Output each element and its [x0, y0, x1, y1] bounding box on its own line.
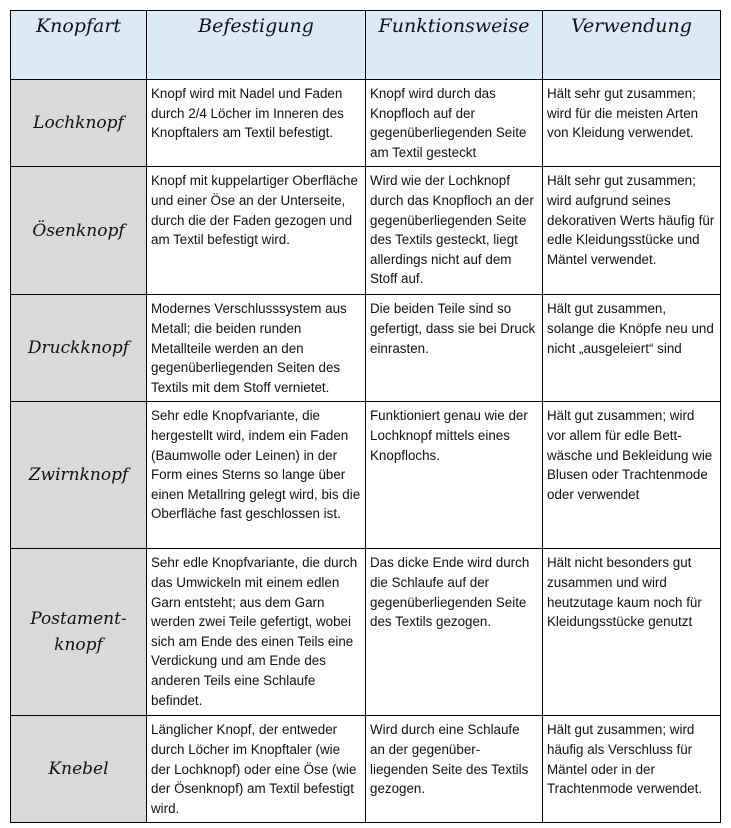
funktionsweise-cell: Wird wie der Lochknopf durch das Knopfloch an der gegenüberliegenden Seite des Textils gesteckt, liegt allerdings nicht auf dem Stoff auf.: [366, 167, 543, 295]
table-row: [11, 549, 721, 716]
funktionsweise-cell: Wird durch eine Schlaufe an der gegenüber-liegenden Seite des Textils gezogen.: [366, 716, 543, 823]
befestigung-cell: Länglicher Knopf, der entweder durch Löcher im Knopftaler (wie der Lochknopf) oder eine Öse (wie der Ösenknopf) am Textil befestigt wird.: [147, 716, 366, 823]
header-row: [11, 11, 721, 80]
verwendung-cell: Hält gut zusammen; wird häufig als Verschluss für Mäntel oder in der Trachtenmode verwendet.: [543, 716, 721, 823]
row-type-label: Knebel: [11, 716, 147, 823]
header-befestigung: Befestigung: [147, 11, 366, 80]
table-row: [11, 80, 721, 167]
verwendung-cell: Hält sehr gut zusammen; wird für die meisten Arten von Kleidung verwendet.: [543, 80, 721, 167]
header-knopfart: Knopfart: [11, 11, 147, 80]
befestigung-cell: Knopf wird mit Nadel und Faden durch 2/4 Löcher im Inneren des Knopftalers am Textil befestigt.: [147, 80, 366, 167]
verwendung-cell: Hält gut zusammen, solange die Knöpfe neu und nicht „ausgeleiert“ sind: [543, 295, 721, 402]
header-verwendung: Verwendung: [543, 11, 721, 80]
table-row: [11, 402, 721, 549]
verwendung-cell: Hält gut zusammen; wird vor allem für edle Bett-wäsche und Bekleidung wie Blusen oder Trachtenmode oder verwendet: [543, 402, 721, 549]
table-row: [11, 167, 721, 295]
verwendung-cell: Hält sehr gut zusammen; wird aufgrund seines dekorativen Werts häufig für edle Kleidungsstücke und Mäntel verwendet.: [543, 167, 721, 295]
funktionsweise-cell: Knopf wird durch das Knopfloch auf der gegenüberliegenden Seite am Textil gesteckt: [366, 80, 543, 167]
row-type-label: Ösenknopf: [11, 167, 147, 295]
befestigung-cell: Sehr edle Knopfvariante, die durch das Umwickeln mit einem edlen Garn entsteht; aus dem Garn werden zwei Teile gefertigt, wobei sich am Ende des einen Teils eine Verdickung und am Ende des anderen Teils eine Schlaufe befindet.: [147, 549, 366, 716]
funktionsweise-cell: Funktioniert genau wie der Lochknopf mittels eines Knopflochs.: [366, 402, 543, 549]
befestigung-cell: Modernes Verschlusssystem aus Metall; die beiden runden Metallteile werden an den gegenüberliegenden Seiten des Textils mit dem Stoff vernietet.: [147, 295, 366, 402]
row-type-label: Postament- knopf: [11, 549, 147, 716]
befestigung-cell: Sehr edle Knopfvariante, die hergestellt wird, indem ein Faden (Baumwolle oder Leinen) in der Form eines Sterns so lange über einen Metallring gelegt wird, bis die Oberfläche fast geschlossen ist.: [147, 402, 366, 549]
row-type-label: Zwirnknopf: [11, 402, 147, 549]
funktionsweise-cell: Die beiden Teile sind so gefertigt, dass sie bei Druck einrasten.: [366, 295, 543, 402]
verwendung-cell: Hält nicht besonders gut zusammen und wird heutzutage kaum noch für Kleidungsstücke genutzt: [543, 549, 721, 716]
befestigung-cell: Knopf mit kuppelartiger Oberfläche und einer Öse an der Unterseite, durch die der Faden gezogen und am Textil befestigt wird.: [147, 167, 366, 295]
funktionsweise-cell: Das dicke Ende wird durch die Schlaufe auf der gegenüberliegenden Seite des Textils gezogen.: [366, 549, 543, 716]
table-row: [11, 295, 721, 402]
header-funktionsweise: Funktionsweise: [366, 11, 543, 80]
button-types-table: [10, 10, 721, 823]
table-row: [11, 716, 721, 823]
row-type-label: Lochknopf: [11, 80, 147, 167]
row-type-label: Druckknopf: [11, 295, 147, 402]
